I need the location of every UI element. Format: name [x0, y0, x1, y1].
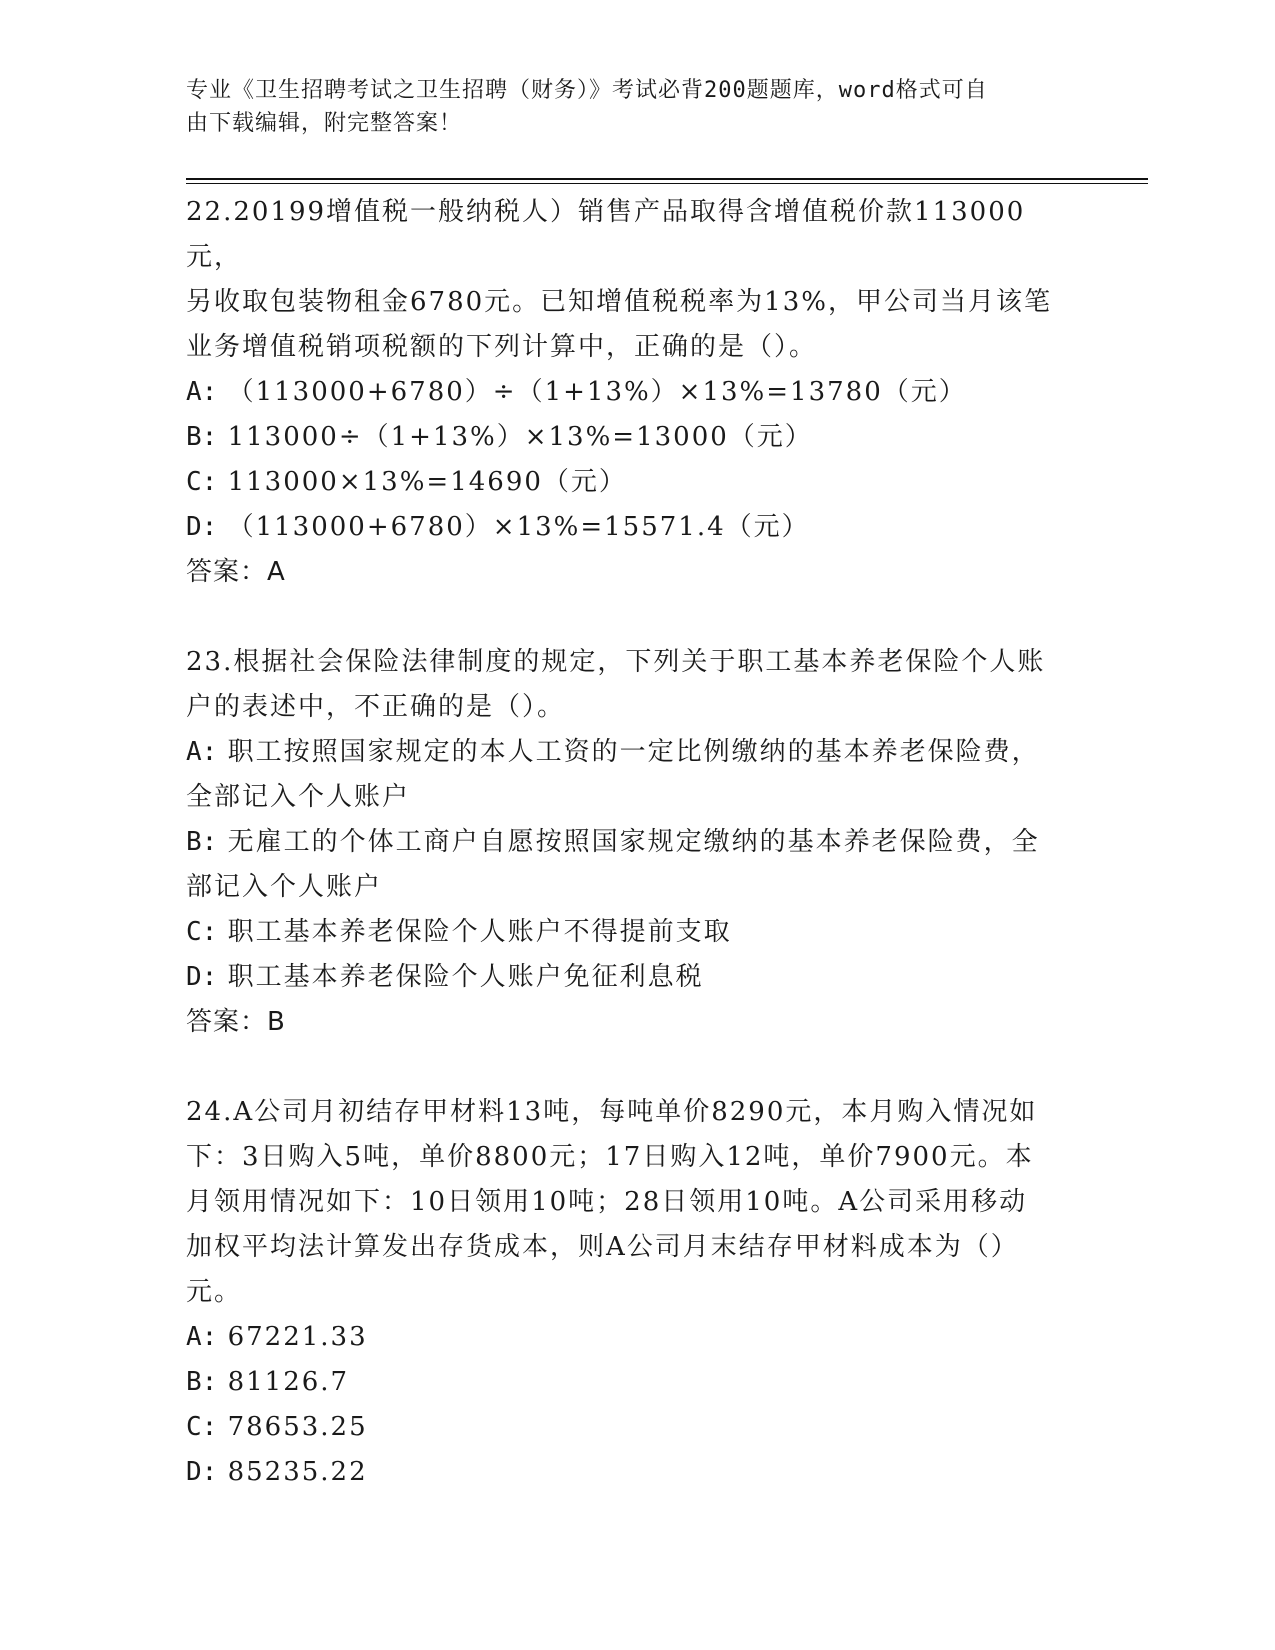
option-label: A:	[186, 377, 218, 407]
option-text: 无雇工的个体工商户自愿按照国家规定缴纳的基本养老保险费，全	[227, 827, 1040, 857]
spacer	[186, 595, 1076, 640]
question-23-option-c	[186, 910, 1076, 955]
option-text: 113000×13%=14690（元）	[227, 467, 627, 497]
question-24-stem-line-2: 下：3日购入5吨，单价8800元；17日购入12吨，单价7900元。本	[186, 1142, 1034, 1172]
option-text: 113000÷（1+13%）×13%=13000（元）	[227, 422, 813, 452]
question-22-answer: 答案：A	[186, 557, 286, 587]
option-text: 85235.22	[227, 1457, 368, 1487]
question-22-stem-line-2: 另收取包装物租金6780元。已知增值税税率为13%，甲公司当月该笔	[186, 287, 1052, 317]
question-22-stem-line-3: 业务增值税销项税额的下列计算中，正确的是（）。	[186, 332, 818, 362]
option-text: 职工基本养老保险个人账户不得提前支取	[227, 917, 732, 947]
question-24-option-a	[186, 1315, 1076, 1360]
header-rule-thick	[186, 178, 1148, 180]
question-24-option-b	[186, 1360, 1076, 1405]
option-label: D:	[186, 512, 218, 542]
option-text: （113000+6780）×13%=15571.4（元）	[227, 512, 810, 542]
question-24-stem-line-1: 24.A公司月初结存甲材料13吨，每吨单价8290元，本月购入情况如	[186, 1097, 1038, 1127]
option-label: C:	[186, 917, 218, 947]
question-22-option-c	[186, 460, 1076, 505]
question-list	[186, 190, 1076, 1495]
option-label: B:	[186, 422, 218, 452]
question-23-option-b	[186, 820, 1076, 865]
option-text: 职工基本养老保险个人账户免征利息税	[227, 962, 704, 992]
question-24	[186, 1090, 1076, 1495]
question-23-stem-line-1: 23.根据社会保险法律制度的规定，下列关于职工基本养老保险个人账	[186, 647, 1046, 677]
option-label: D:	[186, 962, 218, 992]
document-header	[186, 74, 1066, 140]
question-23	[186, 640, 1076, 1045]
question-22-option-a	[186, 370, 1076, 415]
option-label: D:	[186, 1457, 218, 1487]
question-22-stem-line-1: 22.20199增值税一般纳税人）销售产品取得含增值税价款113000元，	[186, 197, 1026, 272]
option-label: B:	[186, 827, 218, 857]
question-23-answer: 答案：B	[186, 1007, 286, 1037]
question-23-option-a	[186, 730, 1076, 775]
question-24-stem-line-3: 月领用情况如下：10日领用10吨；28日领用10吨。A公司采用移动	[186, 1187, 1028, 1217]
question-23-option-d	[186, 955, 1076, 1000]
option-text: 78653.25	[227, 1412, 368, 1442]
header-line-2: 由下载编辑，附完整答案！	[186, 111, 463, 136]
option-label: C:	[186, 467, 218, 497]
option-text: 81126.7	[227, 1367, 350, 1397]
question-23-option-b-cont: 部记入个人账户	[186, 872, 383, 902]
question-22-option-d	[186, 505, 1076, 550]
option-label: A:	[186, 1322, 218, 1352]
spacer	[186, 1045, 1076, 1090]
option-text: 职工按照国家规定的本人工资的一定比例缴纳的基本养老保险费，	[227, 737, 1040, 767]
question-24-option-c	[186, 1405, 1076, 1450]
question-23-option-a-cont: 全部记入个人账户	[186, 782, 411, 812]
question-24-stem-line-5: 元。	[186, 1277, 243, 1307]
option-label: A:	[186, 737, 218, 767]
option-text: （113000+6780）÷（1+13%）×13%=13780（元）	[227, 377, 967, 407]
option-label: C:	[186, 1412, 218, 1442]
question-22-option-b	[186, 415, 1076, 460]
question-24-option-d	[186, 1450, 1076, 1495]
option-label: B:	[186, 1367, 218, 1397]
question-23-stem-line-2: 户的表述中，不正确的是（）。	[186, 692, 566, 722]
question-24-stem-line-4: 加权平均法计算发出存货成本，则A公司月末结存甲材料成本为（）	[186, 1232, 1019, 1262]
option-text: 67221.33	[227, 1322, 368, 1352]
question-22	[186, 190, 1076, 595]
header-line-1: 专业《卫生招聘考试之卫生招聘（财务）》考试必背200题题库，word格式可自	[186, 78, 988, 103]
header-rule-thin	[186, 183, 1148, 184]
